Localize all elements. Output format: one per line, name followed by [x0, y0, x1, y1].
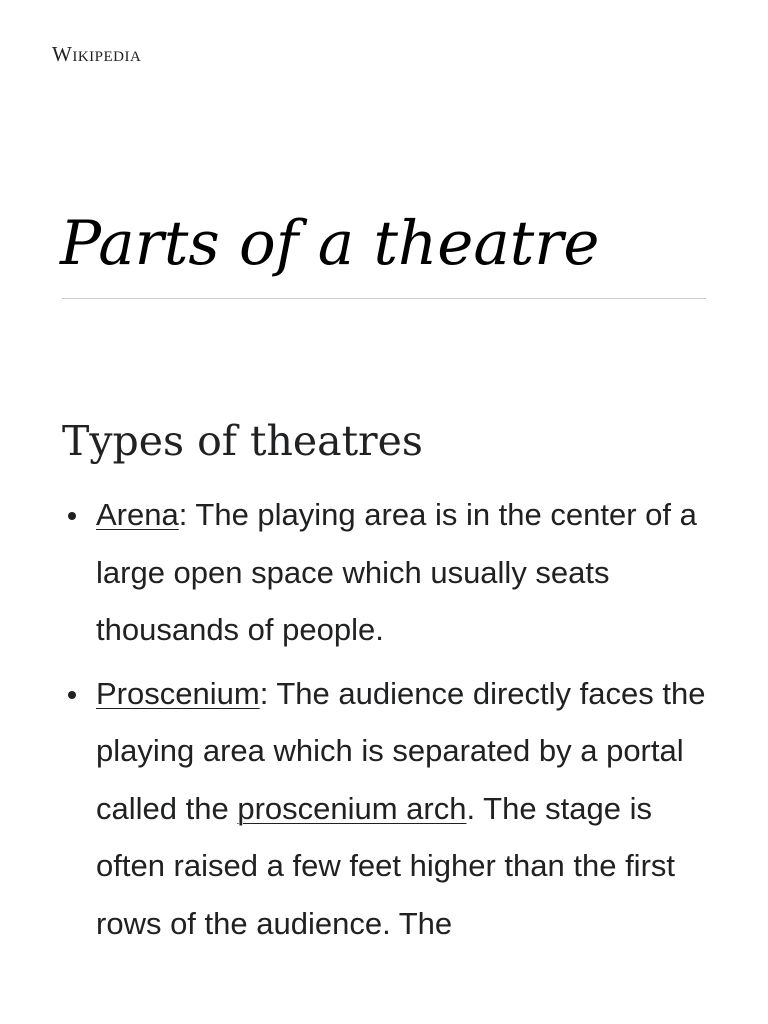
list-item-text-continued: . The stage is often raised a few feet higher than the first rows of the audience. The	[96, 790, 676, 941]
section-content	[62, 486, 722, 958]
section-heading: Types of theatres	[62, 417, 423, 465]
wikipedia-wordmark[interactable]: Wikipedia	[52, 42, 142, 66]
bullet-icon	[68, 512, 76, 520]
bullet-icon	[68, 691, 76, 699]
list-item	[62, 665, 722, 953]
list-item-text: : The playing area is in the center of a large open space which usually seats thousands of people.	[96, 497, 697, 647]
proscenium-arch-link[interactable]: proscenium arch	[237, 790, 467, 826]
list-item-text: : The audience directly faces the playing area which is separated by a portal called the	[96, 675, 706, 826]
theatre-types-list	[62, 486, 722, 952]
proscenium-link[interactable]: Proscenium	[96, 675, 260, 711]
page-title: Parts of a theatre	[60, 208, 600, 279]
arena-link[interactable]: Arena	[96, 497, 179, 532]
title-divider	[62, 298, 706, 299]
list-item	[62, 486, 722, 659]
